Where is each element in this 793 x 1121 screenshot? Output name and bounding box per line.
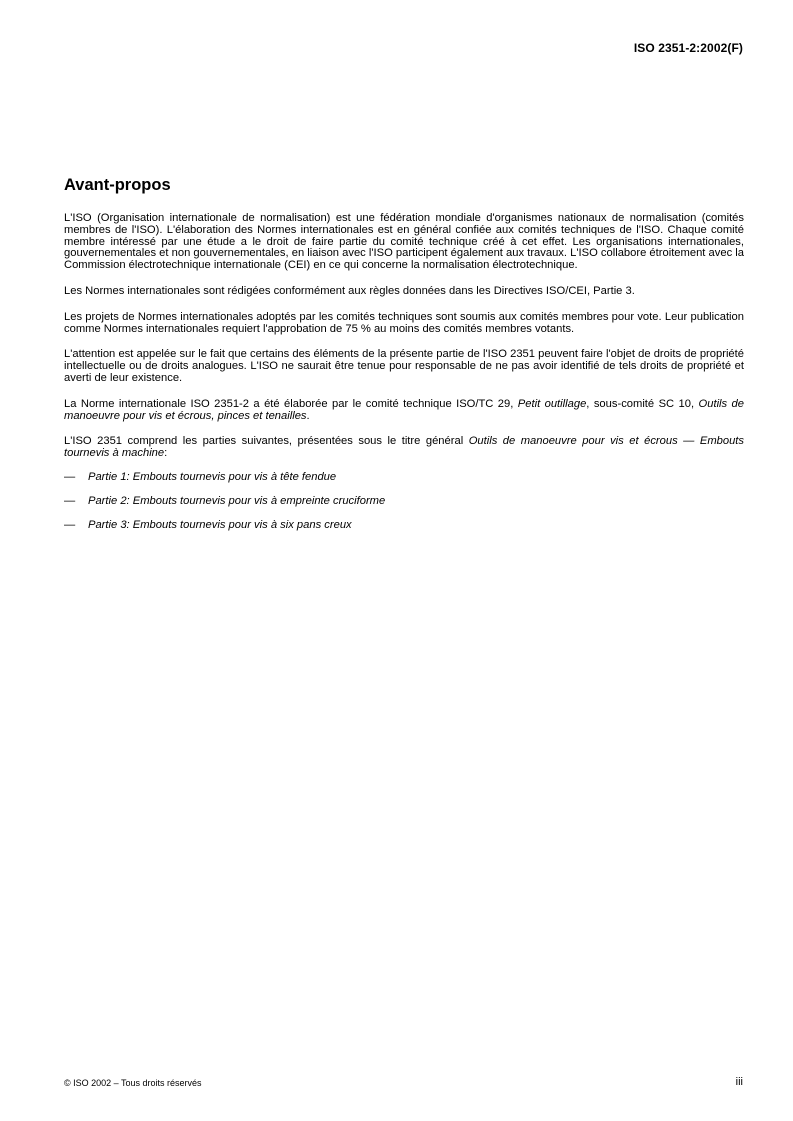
tc-title: Petit outillage [517, 397, 587, 410]
paragraph-patent-rights: L'attention est appelée sur le fait que certains des éléments de la présente partie de l'ISO 2351 peuvent faire l'objet de droits de propriété intellectuelle ou de droits analogues. L'ISO ne saurait être tenue pour responsable de ne pas avoir identifié de tels droits de propriété et averti de leur existence. [64, 348, 744, 384]
part-label: Partie 2: Embouts tournevis pour vis à empreinte cruciforme [88, 494, 386, 507]
list-item [64, 520, 744, 532]
foreword-section [64, 175, 744, 543]
list-item [64, 496, 744, 508]
committee-text-middle: , sous-comité SC 10, [586, 397, 699, 410]
general-title: Outils de manoeuvre pour vis et écrous — Embouts tournevis à machine [64, 435, 745, 460]
part-label: Partie 3: Embouts tournevis pour vis à six pans creux [88, 518, 352, 531]
copyright-notice: © ISO 2002 – Tous droits réservés [64, 1078, 202, 1088]
committee-text-before: La Norme internationale ISO 2351-2 a été élaborée par le comité technique ISO/TC 29, [64, 397, 518, 410]
list-dash: — [64, 470, 76, 483]
part-label: Partie 1: Embouts tournevis pour vis à tête fendue [88, 470, 337, 483]
committee-text-after: . [306, 409, 310, 422]
list-dash: — [64, 518, 76, 531]
list-dash: — [64, 494, 76, 507]
sc-title: Outils de manoeuvre pour vis et écrous, pinces et tenailles [64, 397, 745, 422]
paragraph-iso-organisation: L'ISO (Organisation internationale de normalisation) est une fédération mondiale d'organismes nationaux de normalisation (comités membres de l'ISO). L'élaboration des Normes internationales est en général confiée aux comités techniques de l'ISO. Chaque comité membre intéressé par une étude a le droit de faire partie du comité technique créé à cet effet. Les organisations internationales, gouvernementales et non gouvernementales, en liaison avec l'ISO participent également aux travaux. L'ISO collabore étroitement avec la Commission électrotechnique internationale (CEI) en ce qui concerne la normalisation électrotechnique. [64, 212, 744, 272]
paragraph-committee [64, 399, 744, 423]
parts-list [64, 472, 744, 531]
paragraph-parts-intro [64, 436, 744, 460]
page-number: iii [735, 1076, 743, 1088]
parts-intro-before: L'ISO 2351 comprend les parties suivantes, présentées sous le titre général [64, 435, 469, 448]
paragraph-approval: Les projets de Normes internationales adoptés par les comités techniques sont soumis aux comités membres pour vote. Leur publication comme Normes internationales requiert l'approbation de 75 % au moins des comités membres votants. [64, 310, 744, 335]
paragraph-directives: Les Normes internationales sont rédigées conformément aux règles données dans les Directives ISO/CEI, Partie 3. [64, 284, 635, 297]
section-title: Avant-propos [64, 176, 171, 194]
document-reference: ISO 2351-2:2002(F) [633, 41, 743, 55]
list-item [64, 472, 744, 484]
parts-intro-after: : [164, 447, 168, 460]
